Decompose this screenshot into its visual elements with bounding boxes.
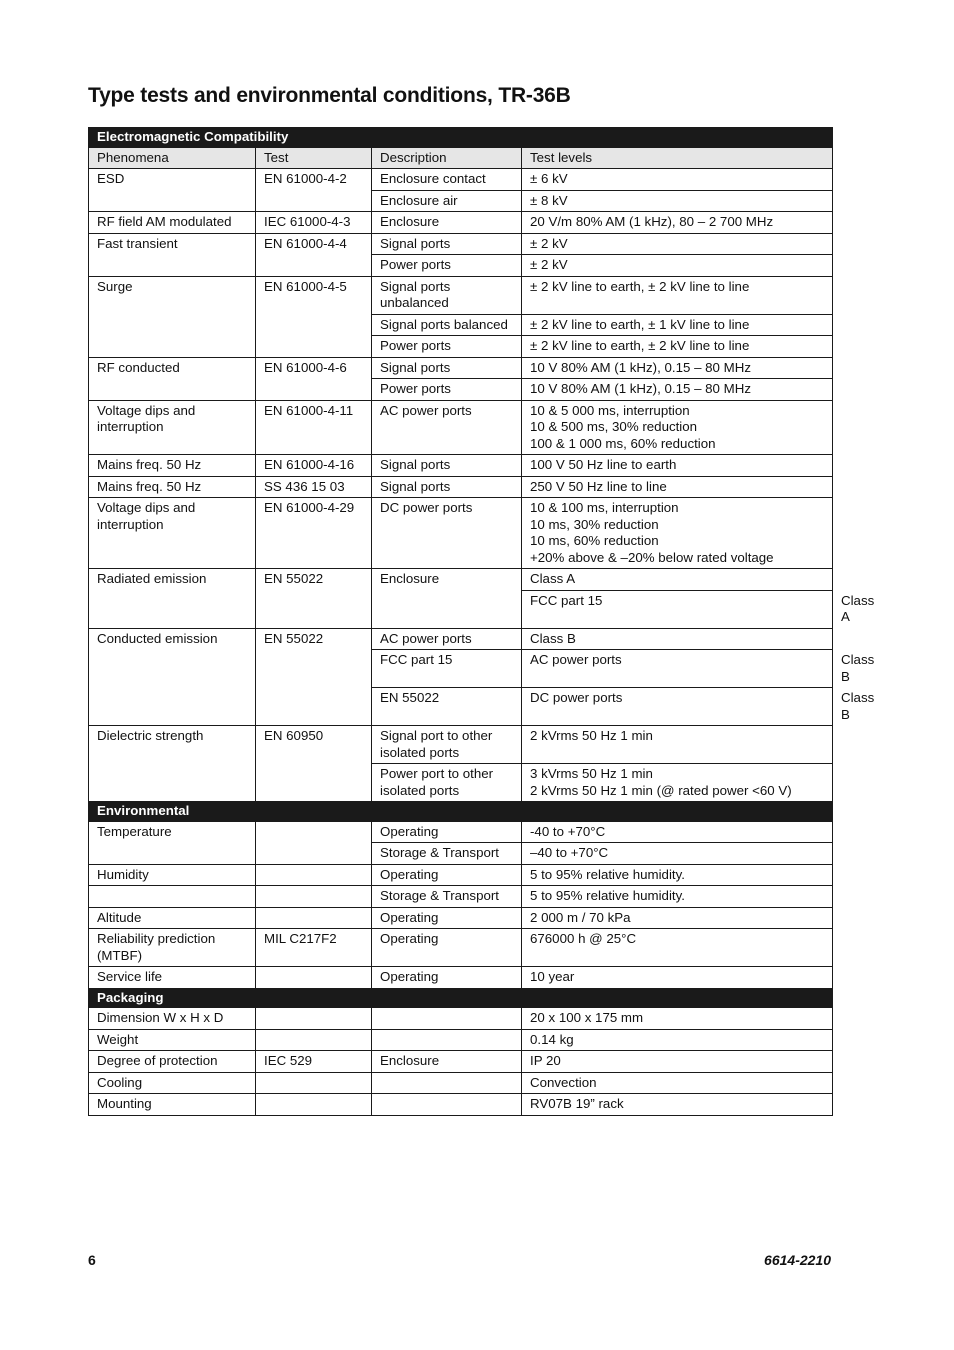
description-cell: Power ports — [372, 336, 522, 358]
test-level-cell — [522, 400, 833, 455]
section-title: Electromagnetic Compatibility — [89, 128, 833, 148]
test-cell: FCC part 15 — [522, 590, 833, 628]
table-row — [89, 498, 833, 569]
column-header: Test — [256, 147, 372, 169]
test-level-cell: ± 2 kV line to earth, ± 2 kV line to line — [522, 336, 833, 358]
test-level-cell-line: 10 ms, 60% reduction — [530, 533, 659, 548]
phenomena-cell: Radiated emission — [89, 569, 256, 629]
test-level-cell: 2 kVrms 50 Hz 1 min — [522, 726, 833, 764]
test-cell — [256, 821, 372, 864]
test-level-cell: Class A — [522, 569, 833, 591]
phenomena-cell: Degree of protection — [89, 1051, 256, 1073]
phenomena-cell: Dimension W x H x D — [89, 1008, 256, 1030]
test-level-cell: RV07B 19” rack — [522, 1094, 833, 1116]
phenomena-cell: Conducted emission — [89, 628, 256, 726]
test-cell — [256, 1008, 372, 1030]
document-number: 6614-2210 — [764, 1252, 831, 1268]
test-cell: FCC part 15 — [372, 650, 522, 688]
test-level-cell: ± 2 kV — [522, 233, 833, 255]
test-level-cell: 0.14 kg — [522, 1029, 833, 1051]
phenomena-cell: Fast transient — [89, 233, 256, 276]
test-cell — [256, 1094, 372, 1116]
test-cell: EN 55022 — [256, 628, 372, 726]
table-row — [89, 169, 833, 191]
description-cell: Storage & Transport — [372, 886, 522, 908]
description-cell: DC power ports — [522, 688, 833, 726]
description-cell: Enclosure contact — [372, 169, 522, 191]
description-cell: Power ports — [372, 379, 522, 401]
test-level-cell-line: +20% above & –20% below rated voltage — [530, 549, 774, 565]
phenomena-cell: Cooling — [89, 1072, 256, 1094]
phenomena-cell: Mains freq. 50 Hz — [89, 455, 256, 477]
phenomena-cell: Mains freq. 50 Hz — [89, 476, 256, 498]
phenomena-cell: RF conducted — [89, 357, 256, 400]
phenomena-cell: Voltage dips and interruption — [89, 498, 256, 569]
description-cell — [372, 1072, 522, 1094]
description-cell: Operating — [372, 864, 522, 886]
description-cell: Storage & Transport — [372, 843, 522, 865]
description-cell: Power ports — [372, 255, 522, 277]
test-level-cell: ± 6 kV — [522, 169, 833, 191]
test-level-cell — [522, 498, 833, 569]
column-header: Phenomena — [89, 147, 256, 169]
table-row — [89, 726, 833, 764]
phenomena-cell: Dielectric strength — [89, 726, 256, 802]
test-cell: EN 55022 — [372, 688, 522, 726]
page-number: 6 — [88, 1252, 96, 1268]
table-row — [89, 569, 833, 591]
table-row — [89, 907, 833, 929]
test-level-cell-line: 10 ms, 30% reduction — [530, 516, 659, 532]
column-header-row — [89, 147, 833, 169]
table-row — [89, 400, 833, 455]
phenomena-cell: Surge — [89, 276, 256, 357]
test-level-cell: 10 V 80% AM (1 kHz), 0.15 – 80 MHz — [522, 357, 833, 379]
test-cell: EN 60950 — [256, 726, 372, 802]
table-row — [89, 476, 833, 498]
phenomena-cell — [89, 886, 256, 908]
description-cell: Signal ports — [372, 476, 522, 498]
description-cell — [372, 1094, 522, 1116]
description-cell: Operating — [372, 907, 522, 929]
test-level-cell — [522, 764, 833, 802]
description-cell: Signal port to other isolated ports — [372, 726, 522, 764]
description-cell: Signal ports balanced — [372, 314, 522, 336]
test-level-cell: 10 year — [522, 967, 833, 989]
phenomena-cell: Reliability prediction (MTBF) — [89, 929, 256, 967]
description-cell — [372, 1008, 522, 1030]
test-cell: SS 436 15 03 — [256, 476, 372, 498]
section-header — [89, 988, 833, 1008]
type-tests-table — [88, 127, 875, 1116]
test-cell: EN 61000-4-29 — [256, 498, 372, 569]
test-level-cell-line: 10 & 100 ms, interruption — [530, 500, 679, 515]
test-cell — [256, 886, 372, 908]
description-cell: Signal ports unbalanced — [372, 276, 522, 314]
table-row — [89, 276, 833, 314]
test-cell: IEC 529 — [256, 1051, 372, 1073]
phenomena-cell: Mounting — [89, 1094, 256, 1116]
test-level-cell: Convection — [522, 1072, 833, 1094]
description-cell: Operating — [372, 967, 522, 989]
table-row — [89, 1072, 833, 1094]
test-level-cell: ± 8 kV — [522, 190, 833, 212]
description-cell: Enclosure — [372, 212, 522, 234]
description-cell: Signal ports — [372, 455, 522, 477]
test-level-cell-line: 3 kVrms 50 Hz 1 min — [530, 766, 653, 781]
description-cell: Enclosure — [372, 569, 522, 629]
section-header — [89, 802, 833, 822]
phenomena-cell: Temperature — [89, 821, 256, 864]
description-cell: Signal ports — [372, 233, 522, 255]
test-level-cell: 2 000 m / 70 kPa — [522, 907, 833, 929]
test-cell: EN 61000-4-2 — [256, 169, 372, 212]
table-row — [89, 967, 833, 989]
test-cell: EN 61000-4-11 — [256, 400, 372, 455]
description-cell: Enclosure — [372, 1051, 522, 1073]
test-level-cell: ± 2 kV line to earth, ± 1 kV line to line — [522, 314, 833, 336]
table-row — [89, 864, 833, 886]
test-level-cell: ± 2 kV — [522, 255, 833, 277]
description-cell: AC power ports — [522, 650, 833, 688]
table-row — [89, 233, 833, 255]
test-level-cell: Class B — [522, 628, 833, 650]
description-cell: DC power ports — [372, 498, 522, 569]
description-cell: Enclosure air — [372, 190, 522, 212]
type-tests-table-body — [89, 128, 875, 1116]
table-row: FCC part 15 Class A — [89, 590, 833, 628]
phenomena-cell: Weight — [89, 1029, 256, 1051]
test-cell: MIL C217F2 — [256, 929, 372, 967]
test-cell: EN 61000-4-16 — [256, 455, 372, 477]
test-cell: EN 55022 — [256, 569, 372, 629]
test-level-cell: ± 2 kV line to earth, ± 2 kV line to line — [522, 276, 833, 314]
table-row — [89, 929, 833, 967]
table-row — [89, 1008, 833, 1030]
table-row — [89, 357, 833, 379]
test-level-cell: 20 V/m 80% AM (1 kHz), 80 – 2 700 MHz — [522, 212, 833, 234]
phenomena-cell: Voltage dips and interruption — [89, 400, 256, 455]
table-row: EN 55022 DC power ports Class B — [89, 688, 833, 726]
test-level-cell: 20 x 100 x 175 mm — [522, 1008, 833, 1030]
table-row — [89, 821, 833, 843]
phenomena-cell: Altitude — [89, 907, 256, 929]
phenomena-cell: RF field AM modulated — [89, 212, 256, 234]
test-cell: IEC 61000-4-3 — [256, 212, 372, 234]
description-cell — [372, 1029, 522, 1051]
phenomena-cell: ESD — [89, 169, 256, 212]
table-row — [89, 455, 833, 477]
table-row — [89, 1051, 833, 1073]
test-cell — [256, 967, 372, 989]
phenomena-cell: Service life — [89, 967, 256, 989]
test-level-cell: 5 to 95% relative humidity. — [522, 864, 833, 886]
table-row — [89, 1029, 833, 1051]
test-level-cell: –40 to +70°C — [522, 843, 833, 865]
table-row — [89, 628, 833, 650]
test-level-cell-line: 10 & 5 000 ms, interruption — [530, 402, 690, 418]
test-level-cell: 10 V 80% AM (1 kHz), 0.15 – 80 MHz — [522, 379, 833, 401]
section-title: Environmental — [89, 802, 833, 822]
test-level-cell: -40 to +70°C — [522, 821, 833, 843]
test-cell — [256, 1072, 372, 1094]
test-level-cell: 5 to 95% relative humidity. — [522, 886, 833, 908]
description-cell: AC power ports — [372, 628, 522, 650]
table-row — [89, 1094, 833, 1116]
test-level-cell: IP 20 — [522, 1051, 833, 1073]
test-level-cell-line: 10 & 500 ms, 30% reduction — [530, 419, 698, 434]
table-row — [89, 886, 833, 908]
test-level-cell-line: 100 & 1 000 ms, 60% reduction — [530, 435, 716, 451]
test-cell: EN 61000-4-4 — [256, 233, 372, 276]
test-level-cell: 100 V 50 Hz line to earth — [522, 455, 833, 477]
test-cell: EN 61000-4-6 — [256, 357, 372, 400]
phenomena-cell: Humidity — [89, 864, 256, 886]
description-cell: Operating — [372, 821, 522, 843]
test-level-cell-line: 2 kVrms 50 Hz 1 min (@ rated power <60 V) — [530, 782, 792, 798]
test-cell: EN 61000-4-5 — [256, 276, 372, 357]
description-cell: Power port to other isolated ports — [372, 764, 522, 802]
table-row: FCC part 15 AC power ports Class B — [89, 650, 833, 688]
test-level-cell: 676000 h @ 25°C — [522, 929, 833, 967]
test-cell — [256, 1029, 372, 1051]
test-level-cell: 250 V 50 Hz line to line — [522, 476, 833, 498]
test-cell — [256, 907, 372, 929]
column-header: Test levels — [522, 147, 833, 169]
page-title: Type tests and environmental conditions, TR-36B — [88, 84, 571, 107]
description-cell: AC power ports — [372, 400, 522, 455]
section-header — [89, 128, 833, 148]
table-row — [89, 212, 833, 234]
description-cell: Operating — [372, 929, 522, 967]
description-cell: Signal ports — [372, 357, 522, 379]
test-cell — [256, 864, 372, 886]
section-title: Packaging — [89, 988, 833, 1008]
column-header: Description — [372, 147, 522, 169]
